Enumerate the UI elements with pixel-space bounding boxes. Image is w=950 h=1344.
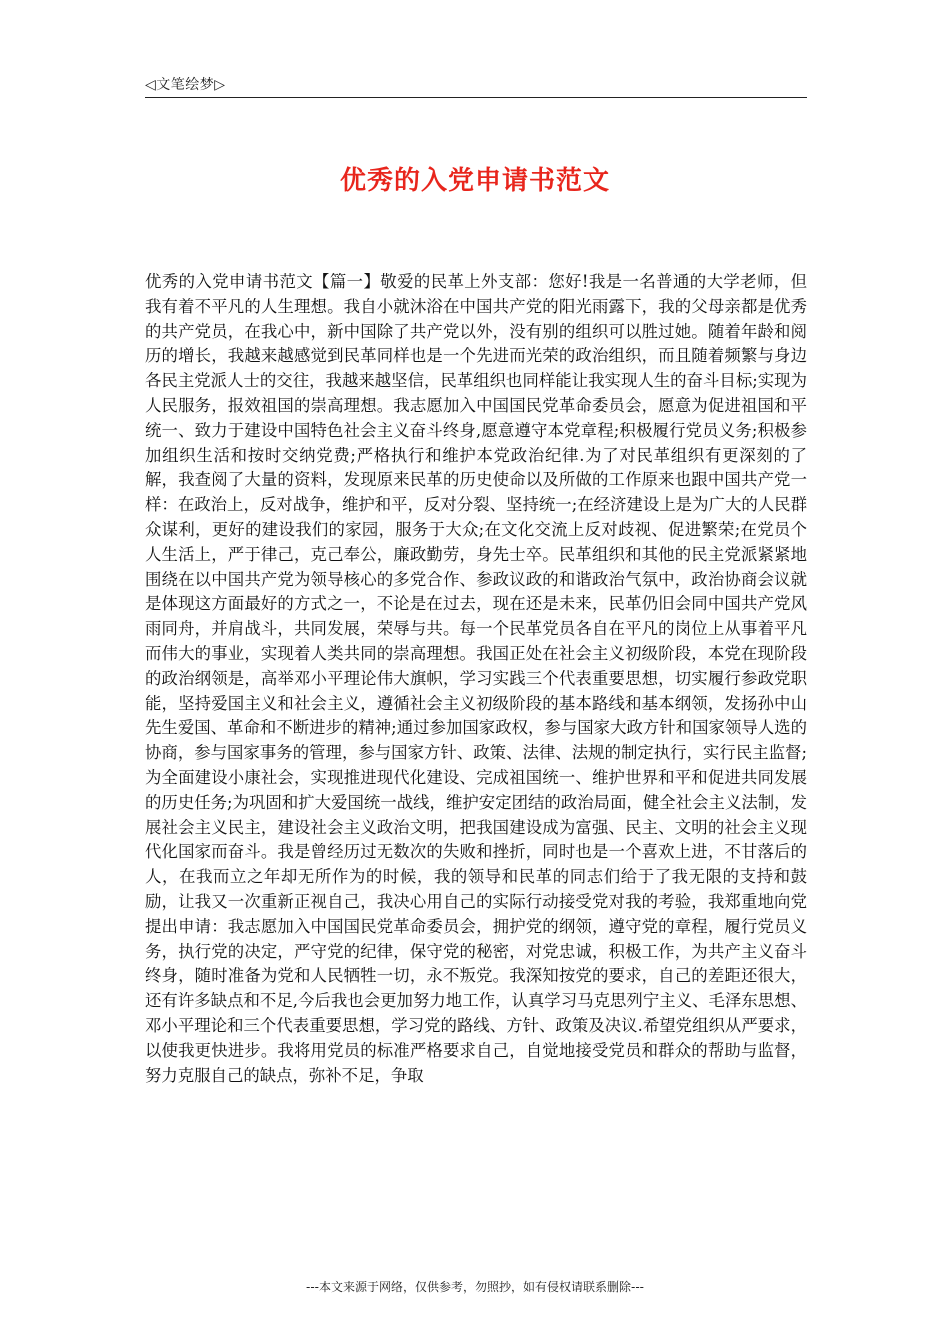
document-title: 优秀的入党申请书范文: [339, 166, 610, 196]
header-divider: [145, 97, 807, 98]
header-brand: ◁文笔绘梦▷: [145, 77, 226, 93]
document-body: 优秀的入党申请书范文【篇一】敬爱的民革上外支部：您好!我是一名普通的大学老师，但我有着不平凡的人生理想。我自小就沐浴在中国共产党的阳光雨露下，我的父母亲都是优秀的共产党员，在我心中，新中国除了共产党以外，没有别的组织可以胜过她。随着年龄和阅历的增长，我越来越感觉到民革同样也是一个先进而光荣的政治组织，而且随着频繁与身边各民主党派人士的交往，我越来越坚信，民革组织也同样能让我实现人生的奋斗目标;实现为人民服务，报效祖国的崇高理想。我志愿加入中国国民党革命委员会，愿意为促进祖国和平统一、致力于建设中国特色社会主义奋斗终身,愿意遵守本党章程;积极履行党员义务;积极参加组织生活和按时交纳党费;严格执行和维护本党政治纪律.为了对民革组织有更深刻的了解，我查阅了大量的资料，发现原来民革的历史使命以及所做的工作原来也跟中国共产党一样：在政治上，反对战争，维护和平，反对分裂、坚持统一;在经济建设上是为广大的人民群众谋利，更好的建设我们的家园，服务于大众;在文化交流上反对歧视、促进繁荣;在党员个人生活上，严于律己，克己奉公，廉政勤劳，身先士卒。民革组织和其他的民主党派紧紧地围绕在以中国共产党为领导核心的多党合作、参政议政的和谐政治气氛中，政治协商会议就是体现这方面最好的方式之一，不论是在过去，现在还是未来，民革仍旧会同中国共产党风雨同舟，并肩战斗，共同发展，荣辱与共。每一个民革党员各自在平凡的岗位上从事着平凡而伟大的事业，实现着人类共同的崇高理想。我国正处在社会主义初级阶段，本党在现阶段的政治纲领是，高举邓小平理论伟大旗帜，学习实践三个代表重要思想，切实履行参政党职能，坚持爱国主义和社会主义，遵循社会主义初级阶段的基本路线和基本纲领，发扬孙中山先生爱国、革命和不断进步的精神;通过参加国家政权，参与国家大政方针和国家领导人选的协商，参与国家事务的管理，参与国家方针、政策、法律、法规的制定执行，实行民主监督;为全面建设小康社会，实现推进现代化建设、完成祖国统一、维护世界和平和促进共同发展的历史任务;为巩固和扩大爱国统一战线，维护安定团结的政治局面，健全社会主义法制，发展社会主义民主，建设社会主义政治文明，把我国建设成为富强、民主、文明的社会主义现代化国家而奋斗。我是曾经历过无数次的失败和挫折，同时也是一个喜欢上进，不甘落后的人，在我而立之年却无所作为的时候，我的领导和民革的同志们给于了我无限的支持和鼓励，让我又一次重新正视自己，我决心用自己的实际行动接受党对我的考验，我郑重地向党提出申请：我志愿加入中国国民党革命委员会，拥护党的纲领，遵守党的章程，履行党员义务，执行党的决定，严守党的纪律，保守党的秘密，对党忠诚，积极工作，为共产主义奋斗终身，随时准备为党和人民牺牲一切，永不叛党。我深知按党的要求，自己的差距还很大，还有许多缺点和不足,今后我也会更加努力地工作，认真学习马克思列宁主义、毛泽东思想、邓小平理论和三个代表重要思想，学习党的路线、方针、政策及决议.希望党组织从严要求，以使我更快进步。我将用党员的标准严格要求自己，自觉地接受党员和群众的帮助与监督，努力克服自己的缺点，弥补不足，争取: [145, 272, 807, 1085]
footer-disclaimer: ---本文来源于网络，仅供参考，勿照抄，如有侵权请联系删除---: [306, 1280, 644, 1294]
